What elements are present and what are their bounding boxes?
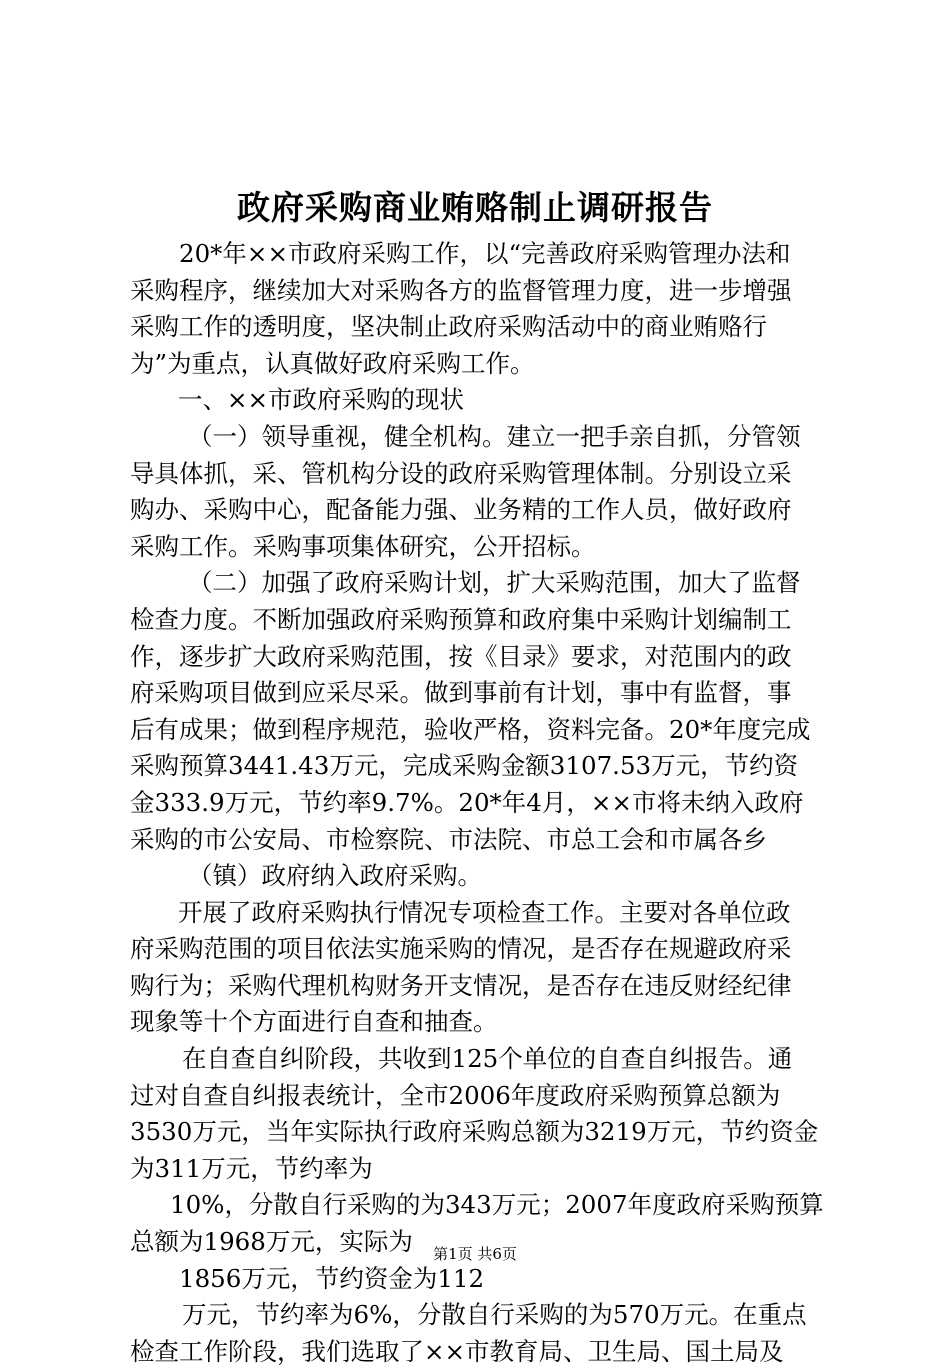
page-number-footer: 第1页 共6页 <box>433 1245 517 1263</box>
body-line: 开展了政府采购执行情况专项检查工作。主要对各单位政 <box>178 897 791 927</box>
document-body <box>130 236 830 1370</box>
document-title: 政府采购商业贿赂制止调研报告 <box>237 188 713 227</box>
body-line: 导具体抓，采、管机构分设的政府采购管理体制。分别设立采 <box>130 458 792 488</box>
body-line: 购办、采购中心，配备能力强、业务精的工作人员，做好政府 <box>130 495 792 525</box>
body-line: 总额为1968万元，实际为 <box>130 1227 413 1257</box>
body-line: 金333.9万元，节约率9.7%。20*年4月，××市将未纳入政府 <box>130 787 804 817</box>
body-line: 采购程序，继续加大对采购各方的监督管理力度，进一步增强 <box>130 275 792 305</box>
body-line: 采购的市公安局、市检察院、市法院、市总工会和市属各乡 <box>130 824 767 854</box>
body-line: 检查工作阶段，我们选取了××市教育局、卫生局、国土局及 <box>130 1336 784 1366</box>
body-line: 10%，分散自行采购的为343万元；2007年度政府采购预算 <box>170 1190 824 1220</box>
body-line: 府采购项目做到应采尽采。做到事前有计划，事中有监督，事 <box>130 678 792 708</box>
body-line: 为”为重点，认真做好政府采购工作。 <box>130 348 535 378</box>
body-line: 3530万元，当年实际执行政府采购总额为3219万元，节约资金 <box>130 1117 819 1147</box>
body-line: 作，逐步扩大政府采购范围，按《目录》要求，对范围内的政 <box>130 641 792 671</box>
body-line: （二）加强了政府采购计划，扩大采购范围，加大了监督 <box>188 568 801 598</box>
body-line: 后有成果；做到程序规范，验收严格，资料完备。20*年度完成 <box>130 714 811 744</box>
body-line: 府采购范围的项目依法实施采购的情况，是否存在规避政府采 <box>130 934 792 964</box>
body-line: 购行为；采购代理机构财务开支情况，是否存在违反财经纪律 <box>130 970 792 1000</box>
body-line: 采购预算3441.43万元，完成采购金额3107.53万元，节约资 <box>130 751 799 781</box>
body-line: 20*年××市政府采购工作，以“完善政府采购管理办法和 <box>179 239 791 268</box>
body-line: 检查力度。不断加强政府采购预算和政府集中采购计划编制工 <box>130 604 792 634</box>
body-line: 1856万元，节约资金为112 <box>179 1263 485 1293</box>
body-line: 现象等十个方面进行自查和抽查。 <box>130 1007 498 1037</box>
body-line: 过对自查自纠报表统计，全市2006年度政府采购预算总额为 <box>130 1080 781 1110</box>
body-line: 万元，节约率为6%，分散自行采购的为570万元。在重点 <box>182 1300 807 1330</box>
body-line: （镇）政府纳入政府采购。 <box>188 861 482 891</box>
body-line: 采购工作。采购事项集体研究，公开招标。 <box>130 531 596 561</box>
body-line: 在自查自纠阶段，共收到125个单位的自查自纠报告。通 <box>182 1044 793 1074</box>
body-line: 为311万元，节约率为 <box>130 1153 373 1183</box>
section-heading: 一、××市政府采购的现状 <box>178 385 465 415</box>
body-line: （一）领导重视，健全机构。建立一把手亲自抓，分管领 <box>188 421 801 451</box>
body-line: 采购工作的透明度，坚决制止政府采购活动中的商业贿赂行 <box>130 312 767 342</box>
